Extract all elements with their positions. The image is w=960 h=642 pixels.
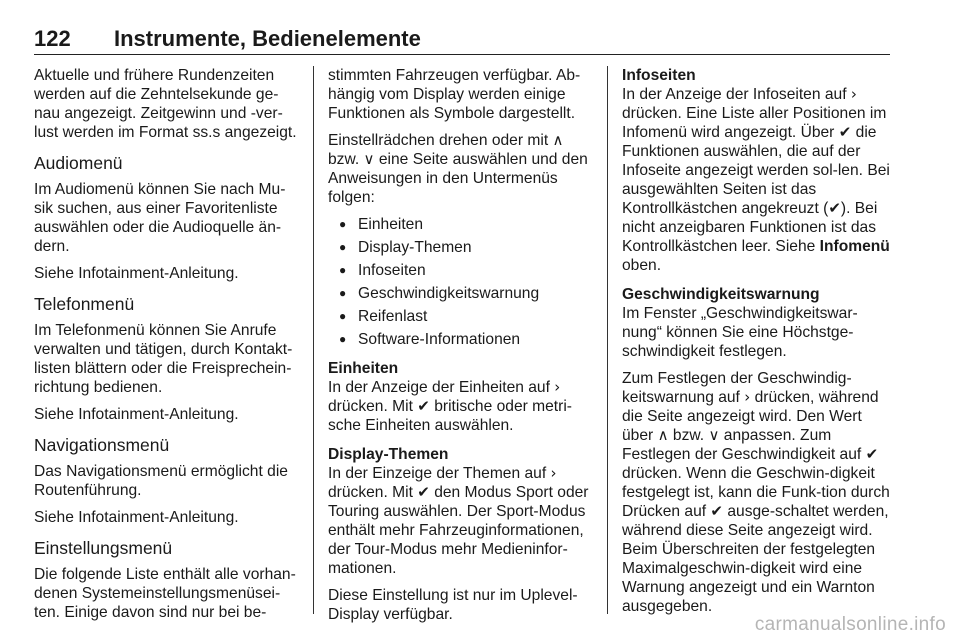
section-heading-audio: Audiomenü — [34, 153, 123, 173]
audio-paragraph: Im Audiomenü können Sie nach Mu-sik suchen, aus einer Favoritenliste auswählen oder die Audioquelle än-dern. — [34, 181, 286, 255]
speed-paragraph: Im Fenster „Geschwindigkeitswar-nung“ können Sie eine Höchstge-schwindigkeit festlegen. — [622, 305, 858, 360]
page-title: Instrumente, Bedienelemente — [114, 26, 421, 51]
settings-list — [328, 215, 594, 349]
check-icon: ✔ — [417, 397, 430, 415]
list-item: ● Reifenlast — [328, 307, 594, 326]
info-menu-reference: Infomenü — [819, 238, 890, 255]
settings-paragraph: Die folgende Liste enthält alle vorhan-denen Systemeinstellungsmenüsei-ten. Einige davon sind nur bei be- — [34, 566, 296, 621]
watermark: carmanualsonline.info — [754, 614, 946, 635]
check-icon: ✔ — [838, 123, 852, 141]
chevron-right-icon: › — [554, 378, 561, 396]
audio-reference: Siehe Infotainment-Anleitung. — [34, 265, 239, 282]
navigation-paragraph: Das Navigationsmenü ermöglicht die Routenführung. — [34, 463, 288, 499]
chevron-up-icon: ∧ — [657, 426, 669, 444]
chevron-down-icon: ∨ — [708, 426, 720, 444]
check-icon: ✔ — [828, 199, 841, 217]
themes-paragraph: In der Einzeige der Themen auf › drücken. Mit ✔ den Modus Sport oder Touring auswählen. Der Sport-Modus enthält mehr Fahrzeuginformationen, der Tour-Modus mehr Medieninfor-mationen. — [328, 464, 589, 577]
themes-note: Diese Einstellung ist nur im Uplevel-Display verfügbar. — [328, 587, 578, 623]
list-item: ● Display-Themen — [328, 238, 594, 257]
check-icon: ✔ — [865, 445, 879, 463]
list-item: ● Software-Informationen — [328, 330, 594, 349]
column-divider — [607, 66, 608, 614]
phone-paragraph: Im Telefonmenü können Sie Anrufe verwalten und tätigen, durch Kontakt-listen blättern oder die Freisprechein-richtung bedienen. — [34, 322, 293, 396]
column-middle — [328, 66, 594, 623]
section-heading-settings: Einstellungsmenü — [34, 538, 173, 558]
knob-paragraph: Einstellrädchen drehen oder mit ∧ bzw. ∨ eine Seite auswählen und den Anweisungen in den Untermenüs folgen: — [328, 131, 588, 206]
list-item: ● Einheiten — [328, 215, 594, 234]
subheading-speed-warning: Geschwindigkeitswarnung — [622, 286, 820, 303]
column-right — [622, 66, 890, 616]
section-heading-navigation: Navigationsmenü — [34, 435, 170, 455]
check-icon: ✔ — [710, 502, 723, 520]
chevron-down-icon: ∨ — [363, 150, 375, 168]
chevron-right-icon: › — [744, 388, 751, 406]
column-divider — [313, 66, 314, 614]
page-header — [34, 26, 890, 55]
column-left — [34, 66, 300, 621]
section-heading-phone: Telefonmenü — [34, 294, 135, 314]
check-icon: ✔ — [417, 483, 430, 501]
navigation-reference: Siehe Infotainment-Anleitung. — [34, 509, 239, 526]
list-item: ● Infoseiten — [328, 261, 594, 280]
info-paragraph: In der Anzeige der Infoseiten auf › drücken. Eine Liste aller Positionen im Infomenü wird angezeigt. Über ✔ die Funktionen auswählen, die auf der Infoseite angezeigt werden sol-len. Bei ausgewählten Seiten ist das Kontrollkästchen angekreuzt (✔). Bei nicht anzeigbaren Funktionen ist das Kontrollkästchen leer. Siehe Infomenü oben. — [622, 85, 890, 274]
subheading-info-pages: Infoseiten — [622, 67, 696, 84]
units-paragraph: In der Anzeige der Einheiten auf › drücken. Mit ✔ britische oder metri-sche Einheiten auswählen. — [328, 378, 572, 434]
phone-reference: Siehe Infotainment-Anleitung. — [34, 406, 239, 423]
chevron-up-icon: ∧ — [552, 131, 564, 149]
chevron-right-icon: › — [850, 85, 857, 103]
chevron-right-icon: › — [550, 464, 557, 482]
list-item: ● Geschwindigkeitswarnung — [328, 284, 594, 303]
speed-instructions: Zum Festlegen der Geschwindig-keitswarnung auf › drücken, während die Seite angezeigt wird. Den Wert über ∧ bzw. ∨ anpassen. Zum Festlegen der Geschwindigkeit auf ✔ drücken. Wenn die Geschwin-digkeit festgelegt ist, kann die Funk-tion durch Drücken auf ✔ ausge-schaltet werden, während diese Seite angezeigt wird. Beim Überschreiten der festgelegten Maximalgeschwin-digkeit wird eine Warnung angezeigt und ein Warnton ausgegeben. — [622, 370, 890, 615]
intro-paragraph: Aktuelle und frühere Rundenzeiten werden auf die Zehntelsekunde ge-nau angezeigt. Zeitgewinn und -ver-lust werden im Format ss.s angezeigt. — [34, 67, 297, 141]
page-number: 122 — [34, 26, 71, 51]
subheading-display-themes: Display-Themen — [328, 446, 449, 463]
continuation-paragraph: stimmten Fahrzeugen verfügbar. Ab-hängig vom Display werden einige Funktionen als Symbole dargestellt. — [328, 67, 581, 122]
subheading-units: Einheiten — [328, 360, 399, 377]
